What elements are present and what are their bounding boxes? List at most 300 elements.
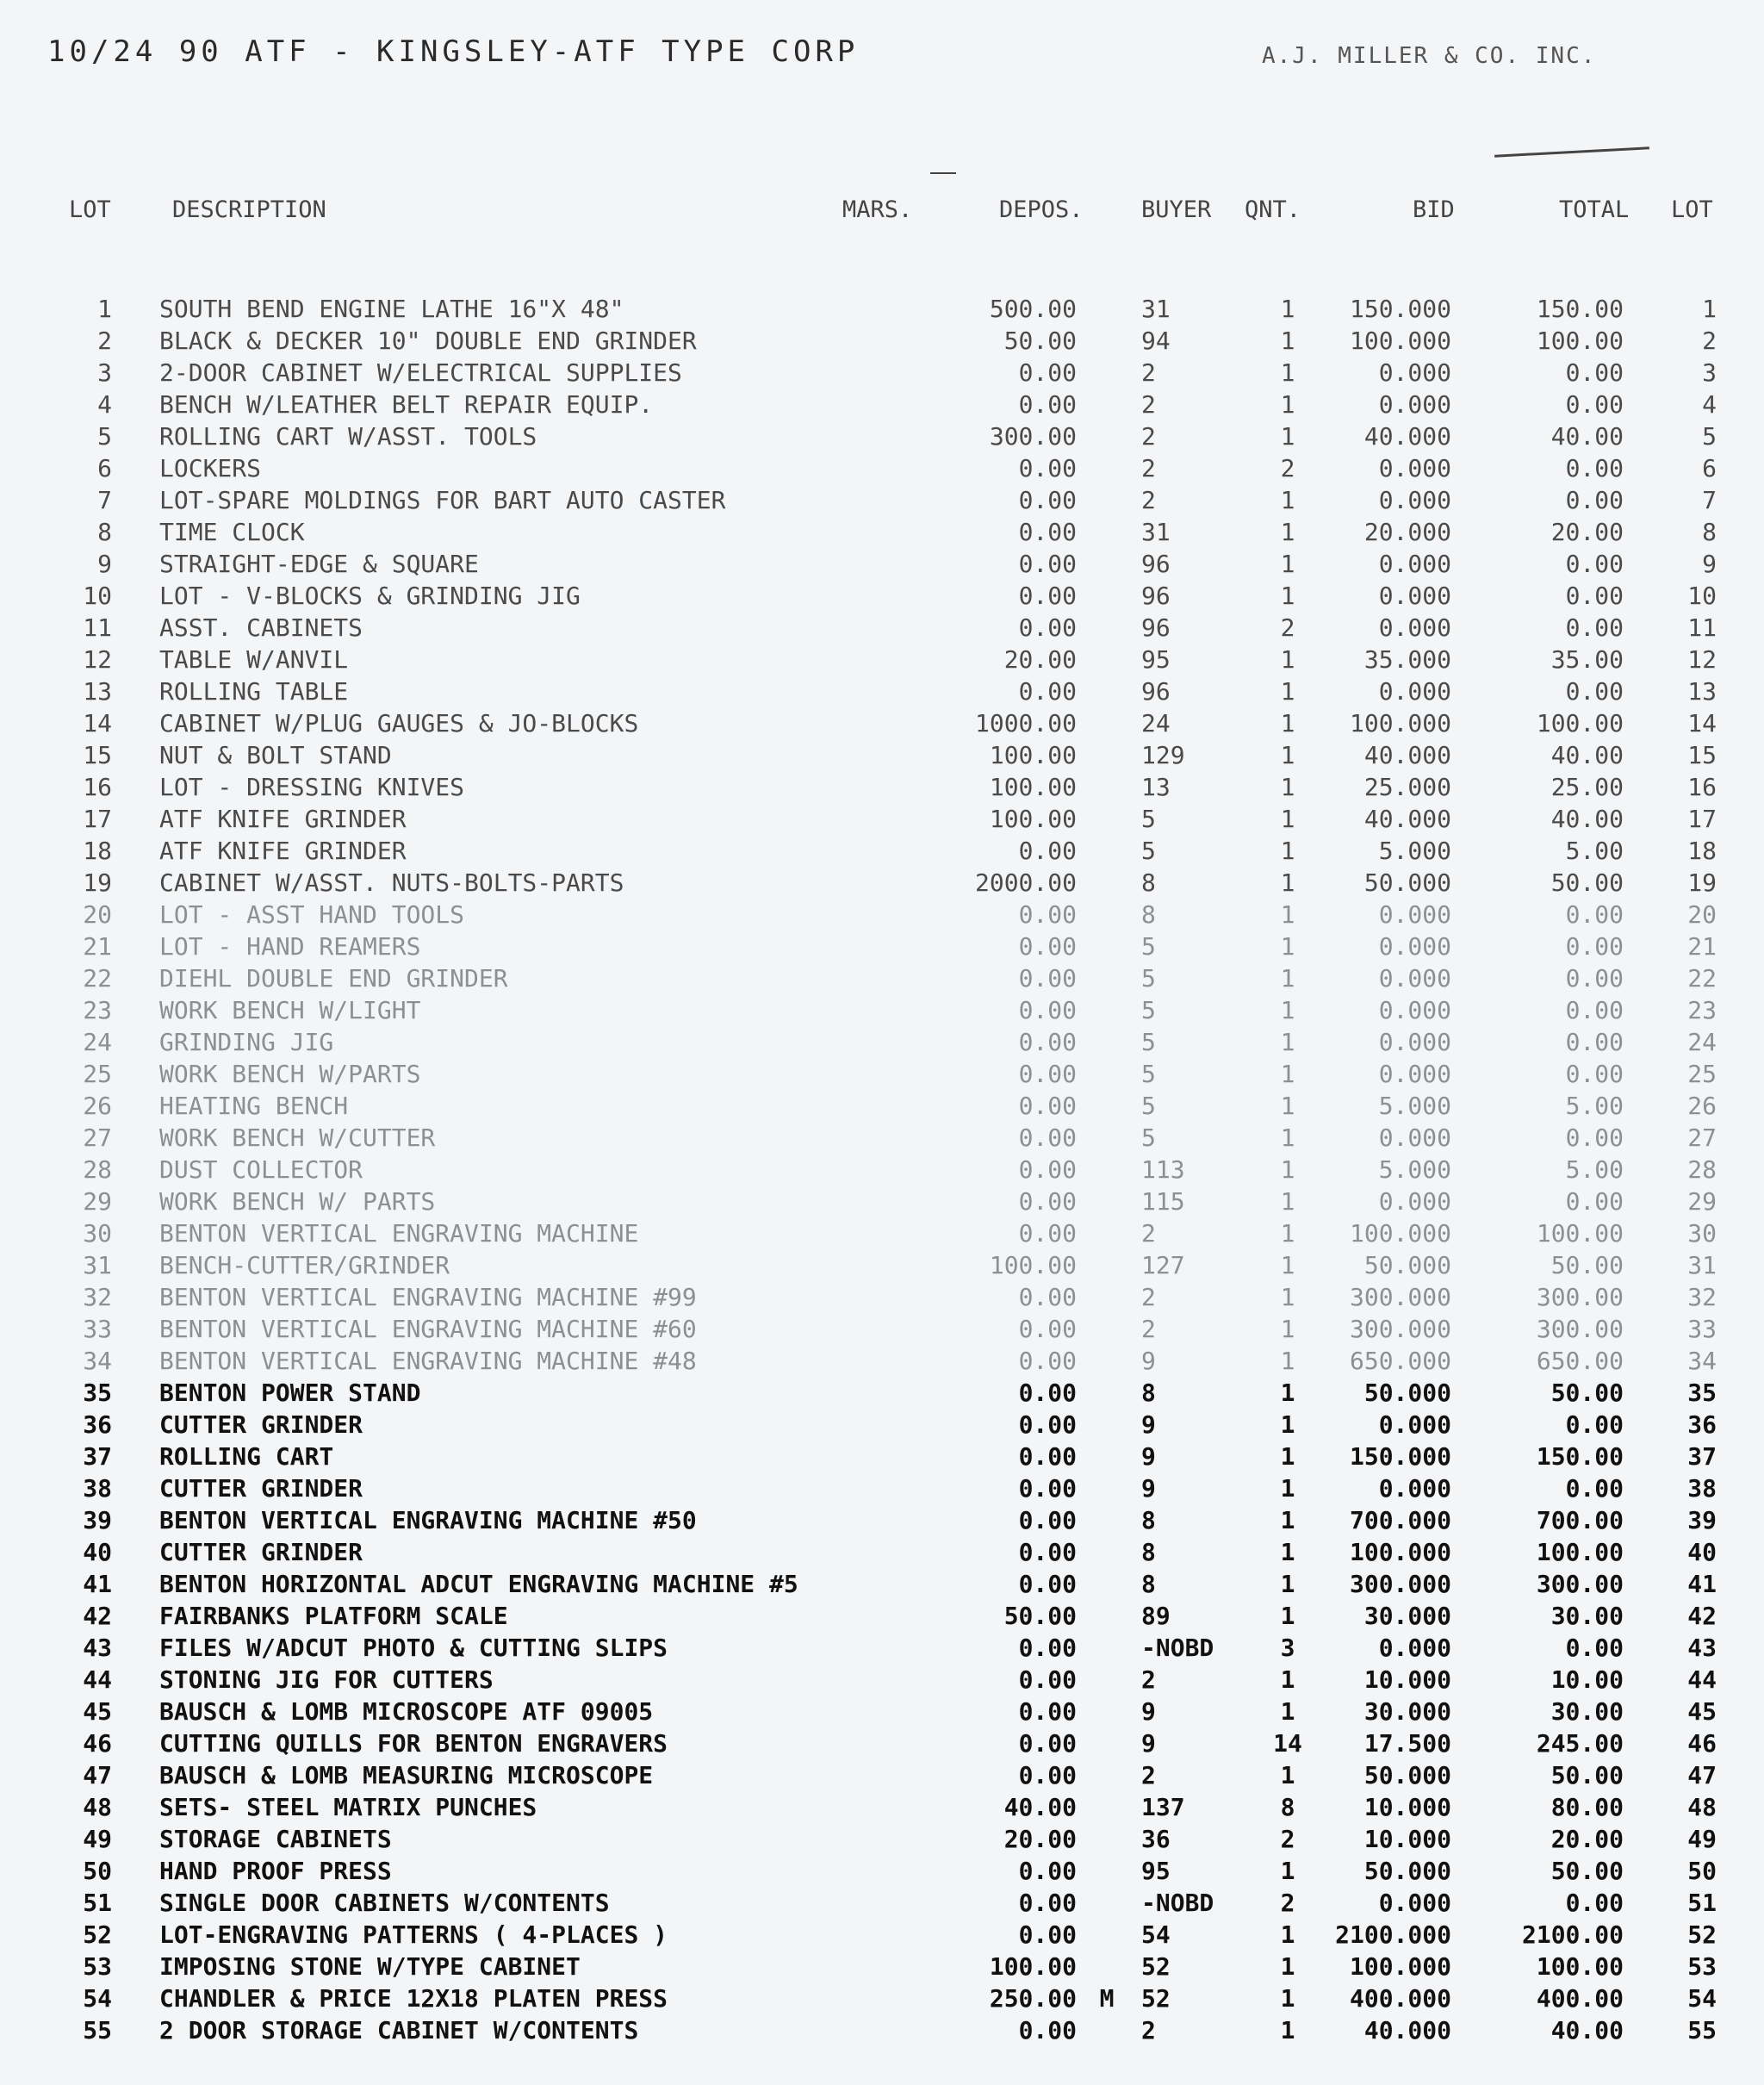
col-lot-right: LOT <box>1671 196 1713 223</box>
bid-amount: 17.500 <box>1363 1729 1451 1758</box>
buyer-number: 9 <box>1141 1410 1156 1439</box>
lot-number-right: 31 <box>1687 1251 1717 1279</box>
table-row <box>0 930 1764 962</box>
lot-number-right: 27 <box>1687 1123 1717 1152</box>
lot-number: 43 <box>83 1634 112 1662</box>
bid-amount: 50.000 <box>1363 1857 1451 1885</box>
total-amount: 0.00 <box>1565 1123 1624 1152</box>
bid-amount: 50.000 <box>1363 1761 1451 1789</box>
buyer-number: 113 <box>1141 1155 1185 1184</box>
lot-number-right: 8 <box>1702 518 1717 546</box>
buyer-number: 115 <box>1141 1187 1185 1216</box>
table-row <box>0 1632 1764 1664</box>
lot-description: HAND PROOF PRESS <box>159 1857 392 1885</box>
quantity-value: 1 <box>1280 1538 1295 1566</box>
buyer-number: 2 <box>1141 422 1156 451</box>
lot-number-right: 21 <box>1687 932 1717 961</box>
deposit-amount: 0.00 <box>1018 1920 1077 1949</box>
buyer-number: 52 <box>1141 1952 1171 1981</box>
buyer-number: 8 <box>1141 1538 1156 1566</box>
deposit-amount: 0.00 <box>1018 1123 1077 1152</box>
lot-number-right: 9 <box>1702 550 1717 578</box>
deposit-amount: 100.00 <box>989 773 1077 801</box>
lot-number-right: 5 <box>1702 422 1717 451</box>
bid-amount: 0.000 <box>1378 390 1451 419</box>
deposit-amount: 0.00 <box>1018 1442 1077 1471</box>
lot-number-right: 3 <box>1702 358 1717 387</box>
bid-amount: 5.000 <box>1378 837 1451 865</box>
lot-number-right: 37 <box>1687 1442 1717 1471</box>
deposit-amount: 0.00 <box>1018 964 1077 993</box>
total-amount: 0.00 <box>1565 1889 1624 1917</box>
quantity-value: 1 <box>1280 1952 1295 1981</box>
lot-description: STONING JIG FOR CUTTERS <box>159 1665 494 1694</box>
table-row <box>0 548 1764 580</box>
lot-number-right: 4 <box>1702 390 1717 419</box>
bid-amount: 30.000 <box>1363 1697 1451 1726</box>
lot-number: 53 <box>83 1952 112 1981</box>
lot-number: 39 <box>83 1506 112 1534</box>
lot-description: TIME CLOCK <box>159 518 305 546</box>
lot-number: 22 <box>83 964 112 993</box>
lot-number-right: 48 <box>1687 1793 1717 1821</box>
quantity-value: 1 <box>1280 550 1295 578</box>
total-amount: 50.00 <box>1550 868 1624 897</box>
lot-description: WORK BENCH W/LIGHT <box>159 996 421 1024</box>
quantity-value: 1 <box>1280 1187 1295 1216</box>
quantity-value: 1 <box>1280 486 1295 514</box>
deposit-amount: 0.00 <box>1018 1187 1077 1216</box>
deposit-amount: 0.00 <box>1018 1634 1077 1662</box>
col-description: DESCRIPTION <box>172 196 326 223</box>
deposit-amount: 20.00 <box>1003 645 1077 674</box>
buyer-number: 36 <box>1141 1825 1171 1853</box>
quantity-value: 3 <box>1280 1634 1295 1662</box>
lot-number-right: 23 <box>1687 996 1717 1024</box>
quantity-value: 1 <box>1280 805 1295 833</box>
quantity-value: 1 <box>1280 295 1295 323</box>
deposit-amount: 0.00 <box>1018 1761 1077 1789</box>
lot-number-right: 11 <box>1687 613 1717 642</box>
lot-description: WORK BENCH W/CUTTER <box>159 1123 436 1152</box>
lot-number-right: 49 <box>1687 1825 1717 1853</box>
quantity-value: 1 <box>1280 868 1295 897</box>
lot-number-right: 18 <box>1687 837 1717 865</box>
lot-description: BLACK & DECKER 10" DOUBLE END GRINDER <box>159 327 697 355</box>
lot-description: BENTON VERTICAL ENGRAVING MACHINE #48 <box>159 1347 697 1375</box>
deposit-amount: 100.00 <box>989 1952 1077 1981</box>
lot-number: 7 <box>97 486 112 514</box>
lot-number: 12 <box>83 645 112 674</box>
quantity-value: 1 <box>1280 996 1295 1024</box>
table-row <box>0 612 1764 644</box>
total-amount: 650.00 <box>1536 1347 1624 1375</box>
lot-description: CUTTER GRINDER <box>159 1474 363 1503</box>
table-row <box>0 1600 1764 1632</box>
table-row <box>0 644 1764 675</box>
total-amount: 100.00 <box>1536 1219 1624 1248</box>
lot-description: BENTON POWER STAND <box>159 1379 421 1407</box>
bid-amount: 100.000 <box>1349 327 1451 355</box>
buyer-number: 94 <box>1141 327 1171 355</box>
total-amount: 30.00 <box>1550 1602 1624 1630</box>
buyer-number: 2 <box>1141 358 1156 387</box>
table-row <box>0 1951 1764 1982</box>
table-row <box>0 1281 1764 1313</box>
buyer-number: 2 <box>1141 1219 1156 1248</box>
lot-number-right: 36 <box>1687 1410 1717 1439</box>
quantity-value: 1 <box>1280 1347 1295 1375</box>
lot-number-right: 41 <box>1687 1570 1717 1598</box>
total-amount: 0.00 <box>1565 550 1624 578</box>
lot-number-right: 51 <box>1687 1889 1717 1917</box>
lot-number: 24 <box>83 1028 112 1056</box>
total-amount: 0.00 <box>1565 1474 1624 1503</box>
lot-number: 49 <box>83 1825 112 1853</box>
table-row <box>0 1122 1764 1154</box>
table-row <box>0 835 1764 867</box>
lot-number-right: 30 <box>1687 1219 1717 1248</box>
deposit-amount: 100.00 <box>989 741 1077 769</box>
buyer-number: 127 <box>1141 1251 1185 1279</box>
lot-number-right: 53 <box>1687 1952 1717 1981</box>
lot-number: 48 <box>83 1793 112 1821</box>
buyer-number: 5 <box>1141 1092 1156 1120</box>
lot-number: 5 <box>97 422 112 451</box>
buyer-number: 9 <box>1141 1347 1156 1375</box>
buyer-number: 8 <box>1141 900 1156 929</box>
lot-number-right: 7 <box>1702 486 1717 514</box>
quantity-value: 1 <box>1280 900 1295 929</box>
quantity-value: 1 <box>1280 677 1295 706</box>
bid-amount: 2100.000 <box>1335 1920 1451 1949</box>
bid-amount: 650.000 <box>1349 1347 1451 1375</box>
bid-amount: 50.000 <box>1363 1251 1451 1279</box>
lot-description: LOT - DRESSING KNIVES <box>159 773 465 801</box>
col-total: TOTAL <box>1559 196 1630 223</box>
lot-number: 15 <box>83 741 112 769</box>
lot-number: 29 <box>83 1187 112 1216</box>
bid-amount: 0.000 <box>1378 964 1451 993</box>
lot-description: BENTON VERTICAL ENGRAVING MACHINE <box>159 1219 639 1248</box>
lot-number: 47 <box>83 1761 112 1789</box>
deposit-amount: 0.00 <box>1018 1538 1077 1566</box>
bid-amount: 40.000 <box>1363 741 1451 769</box>
total-amount: 0.00 <box>1565 486 1624 514</box>
total-amount: 50.00 <box>1550 1761 1624 1789</box>
buyer-number: 2 <box>1141 1665 1156 1694</box>
lot-description: LOT-SPARE MOLDINGS FOR BART AUTO CASTER <box>159 486 726 514</box>
header-rule-short <box>930 172 956 174</box>
buyer-number: 2 <box>1141 1283 1156 1311</box>
deposit-amount: 100.00 <box>989 1251 1077 1279</box>
bid-amount: 400.000 <box>1349 1984 1451 2013</box>
quantity-value: 1 <box>1280 932 1295 961</box>
lot-description: BENTON HORIZONTAL ADCUT ENGRAVING MACHINE #5 <box>159 1570 798 1598</box>
lot-number: 21 <box>83 932 112 961</box>
total-amount: 0.00 <box>1565 358 1624 387</box>
quantity-value: 1 <box>1280 1857 1295 1885</box>
quantity-value: 1 <box>1280 837 1295 865</box>
quantity-value: 1 <box>1280 358 1295 387</box>
buyer-number: 8 <box>1141 868 1156 897</box>
lot-number-right: 32 <box>1687 1283 1717 1311</box>
total-amount: 30.00 <box>1550 1697 1624 1726</box>
deposit-amount: 0.00 <box>1018 1379 1077 1407</box>
quantity-value: 1 <box>1280 1060 1295 1088</box>
quantity-value: 1 <box>1280 518 1295 546</box>
buyer-number: 2 <box>1141 454 1156 482</box>
lot-description: BENTON VERTICAL ENGRAVING MACHINE #60 <box>159 1315 697 1343</box>
quantity-value: 1 <box>1280 1474 1295 1503</box>
bid-amount: 0.000 <box>1378 1474 1451 1503</box>
table-row <box>0 1887 1764 1919</box>
lot-number: 35 <box>83 1379 112 1407</box>
lot-number-right: 24 <box>1687 1028 1717 1056</box>
bid-amount: 150.000 <box>1349 1442 1451 1471</box>
lot-number-right: 40 <box>1687 1538 1717 1566</box>
lot-number-right: 10 <box>1687 582 1717 610</box>
lot-description: HEATING BENCH <box>159 1092 349 1120</box>
buyer-number: 31 <box>1141 518 1171 546</box>
lot-description: LOT - ASST HAND TOOLS <box>159 900 465 929</box>
deposit-amount: 0.00 <box>1018 550 1077 578</box>
lot-number-right: 2 <box>1702 327 1717 355</box>
lot-number: 30 <box>83 1219 112 1248</box>
deposit-amount: 0.00 <box>1018 996 1077 1024</box>
deposit-amount: 0.00 <box>1018 454 1077 482</box>
quantity-value: 1 <box>1280 390 1295 419</box>
lot-description: CABINET W/ASST. NUTS-BOLTS-PARTS <box>159 868 624 897</box>
lot-number: 42 <box>83 1602 112 1630</box>
quantity-value: 1 <box>1280 1665 1295 1694</box>
table-row <box>0 803 1764 835</box>
lot-number: 11 <box>83 613 112 642</box>
table-row <box>0 1759 1764 1791</box>
lot-number-right: 20 <box>1687 900 1717 929</box>
table-row <box>0 1919 1764 1951</box>
total-amount: 25.00 <box>1550 773 1624 801</box>
table-row <box>0 707 1764 739</box>
quantity-value: 1 <box>1280 422 1295 451</box>
lot-number: 41 <box>83 1570 112 1598</box>
table-row <box>0 1313 1764 1345</box>
table-row <box>0 899 1764 930</box>
buyer-number: 5 <box>1141 964 1156 993</box>
deposit-amount: 0.00 <box>1018 932 1077 961</box>
total-amount: 0.00 <box>1565 1187 1624 1216</box>
buyer-number: 31 <box>1141 295 1171 323</box>
quantity-value: 1 <box>1280 1155 1295 1184</box>
total-amount: 5.00 <box>1565 1155 1624 1184</box>
lot-number: 50 <box>83 1857 112 1885</box>
total-amount: 40.00 <box>1550 2016 1624 2045</box>
lot-number: 44 <box>83 1665 112 1694</box>
table-row <box>0 1345 1764 1377</box>
bid-amount: 0.000 <box>1378 1187 1451 1216</box>
quantity-value: 2 <box>1280 1889 1295 1917</box>
bid-amount: 100.000 <box>1349 1219 1451 1248</box>
lot-description: CABINET W/PLUG GAUGES & JO-BLOCKS <box>159 709 639 738</box>
buyer-number: 24 <box>1141 709 1171 738</box>
deposit-amount: 0.00 <box>1018 358 1077 387</box>
buyer-number: 5 <box>1141 932 1156 961</box>
total-amount: 40.00 <box>1550 422 1624 451</box>
lot-description: CHANDLER & PRICE 12X18 PLATEN PRESS <box>159 1984 668 2013</box>
table-row <box>0 1058 1764 1090</box>
bid-amount: 0.000 <box>1378 1028 1451 1056</box>
quantity-value: 1 <box>1280 1697 1295 1726</box>
auctioneer-name: A.J. MILLER & CO. INC. <box>1262 43 1597 69</box>
lot-number-right: 15 <box>1687 741 1717 769</box>
quantity-value: 1 <box>1280 741 1295 769</box>
table-row <box>0 771 1764 803</box>
lot-number: 28 <box>83 1155 112 1184</box>
deposit-amount: 40.00 <box>1003 1793 1077 1821</box>
bid-amount: 0.000 <box>1378 1410 1451 1439</box>
table-row <box>0 1026 1764 1058</box>
bid-amount: 0.000 <box>1378 1060 1451 1088</box>
deposit-amount: 300.00 <box>989 422 1077 451</box>
lot-description: BENCH W/LEATHER BELT REPAIR EQUIP. <box>159 390 654 419</box>
bid-amount: 5.000 <box>1378 1155 1451 1184</box>
lot-description: CUTTER GRINDER <box>159 1410 363 1439</box>
buyer-number: 9 <box>1141 1474 1156 1503</box>
lot-number-right: 43 <box>1687 1634 1717 1662</box>
buyer-number: 95 <box>1141 645 1171 674</box>
total-amount: 150.00 <box>1536 1442 1624 1471</box>
deposit-amount: 0.00 <box>1018 1315 1077 1343</box>
buyer-number: 5 <box>1141 1123 1156 1152</box>
total-amount: 40.00 <box>1550 805 1624 833</box>
buyer-number: 2 <box>1141 390 1156 419</box>
buyer-number: 52 <box>1141 1984 1171 2013</box>
table-row <box>0 293 1764 325</box>
lot-description: DIEHL DOUBLE END GRINDER <box>159 964 508 993</box>
buyer-number: -NOBD <box>1141 1634 1214 1662</box>
total-amount: 0.00 <box>1565 1060 1624 1088</box>
buyer-number: 8 <box>1141 1506 1156 1534</box>
lot-number-right: 34 <box>1687 1347 1717 1375</box>
lot-number: 27 <box>83 1123 112 1152</box>
buyer-number: 5 <box>1141 1028 1156 1056</box>
buyer-number: 96 <box>1141 613 1171 642</box>
bid-amount: 150.000 <box>1349 295 1451 323</box>
lot-number: 1 <box>97 295 112 323</box>
lot-description: TABLE W/ANVIL <box>159 645 349 674</box>
quantity-value: 1 <box>1280 1251 1295 1279</box>
bid-amount: 0.000 <box>1378 677 1451 706</box>
lot-number-right: 16 <box>1687 773 1717 801</box>
deposit-amount: 0.00 <box>1018 1665 1077 1694</box>
table-row <box>0 739 1764 771</box>
deposit-amount: 0.00 <box>1018 900 1077 929</box>
bid-amount: 0.000 <box>1378 1123 1451 1152</box>
buyer-number: 96 <box>1141 582 1171 610</box>
deposit-amount: 0.00 <box>1018 1889 1077 1917</box>
lot-description: 2-DOOR CABINET W/ELECTRICAL SUPPLIES <box>159 358 682 387</box>
lot-number-right: 33 <box>1687 1315 1717 1343</box>
deposit-amount: 0.00 <box>1018 677 1077 706</box>
bid-amount: 0.000 <box>1378 582 1451 610</box>
bid-amount: 0.000 <box>1378 358 1451 387</box>
bid-amount: 40.000 <box>1363 805 1451 833</box>
deposit-amount: 0.00 <box>1018 1697 1077 1726</box>
lot-number: 46 <box>83 1729 112 1758</box>
lot-description: ASST. CABINETS <box>159 613 363 642</box>
buyer-number: 137 <box>1141 1793 1185 1821</box>
table-row <box>0 1249 1764 1281</box>
bid-amount: 30.000 <box>1363 1602 1451 1630</box>
bid-amount: 35.000 <box>1363 645 1451 674</box>
quantity-value: 14 <box>1273 1729 1302 1758</box>
lot-number-right: 28 <box>1687 1155 1717 1184</box>
quantity-value: 1 <box>1280 1602 1295 1630</box>
total-amount: 0.00 <box>1565 390 1624 419</box>
table-row <box>0 1441 1764 1472</box>
lot-number: 6 <box>97 454 112 482</box>
lot-number-right: 46 <box>1687 1729 1717 1758</box>
lot-number-right: 35 <box>1687 1379 1717 1407</box>
table-row <box>0 1855 1764 1887</box>
deposit-amount: 0.00 <box>1018 1729 1077 1758</box>
table-row <box>0 1377 1764 1409</box>
lot-number: 8 <box>97 518 112 546</box>
table-row <box>0 1823 1764 1855</box>
lot-number: 25 <box>83 1060 112 1088</box>
total-amount: 50.00 <box>1550 1857 1624 1885</box>
deposit-amount: 0.00 <box>1018 1283 1077 1311</box>
col-deposit: DEPOS. <box>999 196 1084 223</box>
table-row <box>0 1504 1764 1536</box>
lot-description: FAIRBANKS PLATFORM SCALE <box>159 1602 508 1630</box>
lot-description: WORK BENCH W/PARTS <box>159 1060 421 1088</box>
deposit-amount: 0.00 <box>1018 837 1077 865</box>
lot-description: BENCH-CUTTER/GRINDER <box>159 1251 450 1279</box>
table-row <box>0 1727 1764 1759</box>
col-lot: LOT <box>69 196 111 223</box>
deposit-amount: 20.00 <box>1003 1825 1077 1853</box>
lot-number-right: 44 <box>1687 1665 1717 1694</box>
deposit-amount: 0.00 <box>1018 486 1077 514</box>
buyer-number: 2 <box>1141 1761 1156 1789</box>
buyer-number: 96 <box>1141 550 1171 578</box>
total-amount: 80.00 <box>1550 1793 1624 1821</box>
bid-amount: 100.000 <box>1349 709 1451 738</box>
quantity-value: 1 <box>1280 773 1295 801</box>
table-row <box>0 1217 1764 1249</box>
lot-description: ATF KNIFE GRINDER <box>159 837 407 865</box>
lot-number-right: 39 <box>1687 1506 1717 1534</box>
lot-number-right: 1 <box>1702 295 1717 323</box>
deposit-amount: 0.00 <box>1018 1410 1077 1439</box>
lot-number-right: 12 <box>1687 645 1717 674</box>
buyer-number: 89 <box>1141 1602 1171 1630</box>
total-amount: 5.00 <box>1565 1092 1624 1120</box>
buyer-number: 96 <box>1141 677 1171 706</box>
table-row <box>0 2014 1764 2046</box>
table-row <box>0 420 1764 452</box>
bid-amount: 50.000 <box>1363 1379 1451 1407</box>
total-amount: 50.00 <box>1550 1379 1624 1407</box>
lot-number-right: 22 <box>1687 964 1717 993</box>
buyer-number: 8 <box>1141 1379 1156 1407</box>
deposit-amount: 0.00 <box>1018 1060 1077 1088</box>
quantity-value: 1 <box>1280 964 1295 993</box>
buyer-number: -NOBD <box>1141 1889 1214 1917</box>
lot-number: 45 <box>83 1697 112 1726</box>
lot-number-right: 6 <box>1702 454 1717 482</box>
